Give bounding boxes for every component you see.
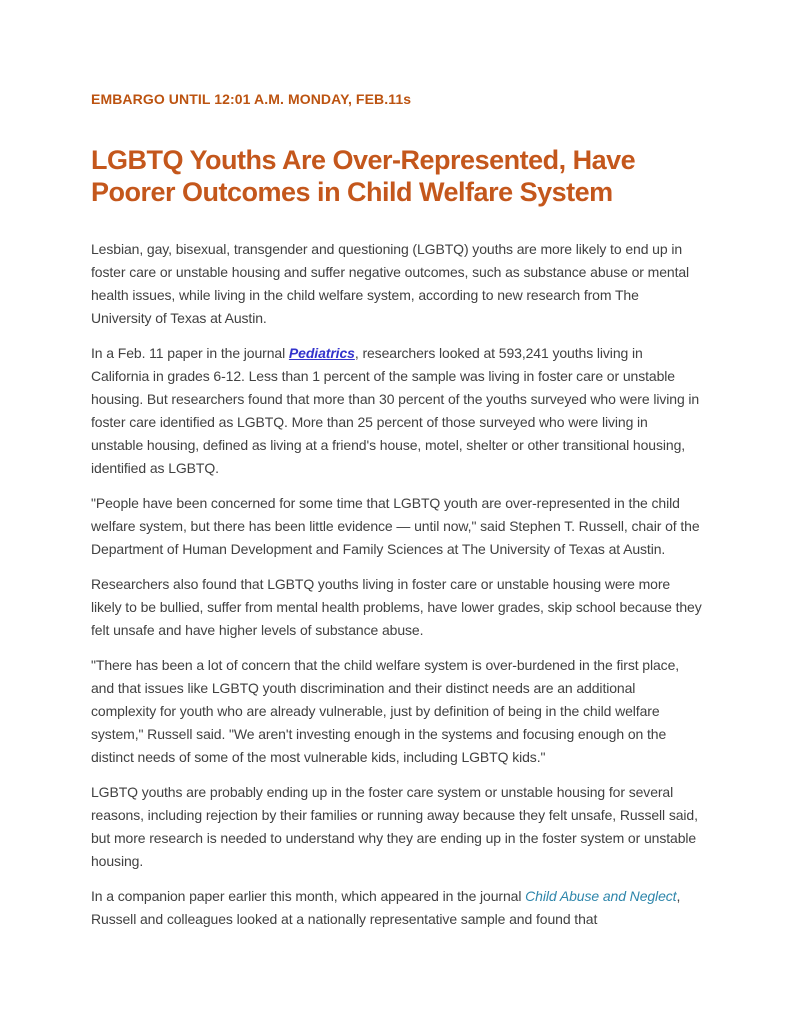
- paragraph-7: [91, 885, 703, 931]
- paragraph-2: [91, 342, 703, 480]
- paragraph-5: [91, 654, 703, 769]
- article-body: [91, 238, 703, 931]
- paragraph-1: [91, 238, 703, 330]
- text-run: Researchers also found that LGBTQ youths living in foster care or unstable housing were more likely to be bullied, suffer from mental health problems, have lower grades, skip school because they felt unsafe and have higher levels of substance abuse.: [91, 576, 702, 638]
- text-run: "There has been a lot of concern that the child welfare system is over-burdened in the first place, and that issues like LGBTQ youth discrimination and their distinct needs are an additional complexity for youth who are already vulnerable, just by definition of being in the child welfare system," Russell said. "We aren't investing enough in the systems and focusing enough on the distinct needs of some of the most vulnerable kids, including LGBTQ kids.": [91, 657, 680, 765]
- paragraph-3: [91, 492, 703, 561]
- text-run: In a companion paper earlier this month, which appeared in the journal: [91, 888, 526, 904]
- paragraph-6: [91, 781, 703, 873]
- text-run: In a Feb. 11 paper in the journal: [91, 345, 289, 361]
- child-abuse-neglect-journal-name: Child Abuse and Neglect: [525, 888, 677, 904]
- pediatrics-journal-link[interactable]: Pediatrics: [288, 345, 355, 361]
- text-run: LGBTQ youths are probably ending up in the foster care system or unstable housing for several reasons, including rejection by their families or running away because they felt unsafe, Russell said, but more research is needed to understand why they are ending up in the foster system or unstable housing.: [91, 784, 698, 869]
- text-run: "People have been concerned for some time that LGBTQ youth are over-represented in the child welfare system, but there has been little evidence — until now," said Stephen T. Russell, chair of the Department of Human Development and Family Sciences at The University of Texas at Austin.: [91, 495, 700, 557]
- paragraph-4: [91, 573, 703, 642]
- text-run: , Russell and colleagues looked at a nationally representative sample and found that: [91, 888, 681, 927]
- text-run: , researchers looked at 593,241 youths living in California in grades 6-12. Less than 1 percent of the sample was living in foster care or unstable housing. But researchers found that more than 30 percent of the youths surveyed who were living in foster care identified as LGBTQ. More than 25 percent of those surveyed who were living in unstable housing, defined as living at a friend's house, motel, shelter or other transitional housing, identified as LGBTQ.: [91, 345, 700, 476]
- embargo-notice: EMBARGO UNTIL 12:01 A.M. MONDAY, FEB.11s: [91, 91, 412, 107]
- text-run: Lesbian, gay, bisexual, transgender and questioning (LGBTQ) youths are more likely to end up in foster care or unstable housing and suffer negative outcomes, such as substance abuse or mental health issues, while living in the child welfare system, according to new research from The University of Texas at Austin.: [91, 241, 690, 326]
- article-title: LGBTQ Youths Are Over-Represented, Have Poorer Outcomes in Child Welfare System: [91, 145, 636, 207]
